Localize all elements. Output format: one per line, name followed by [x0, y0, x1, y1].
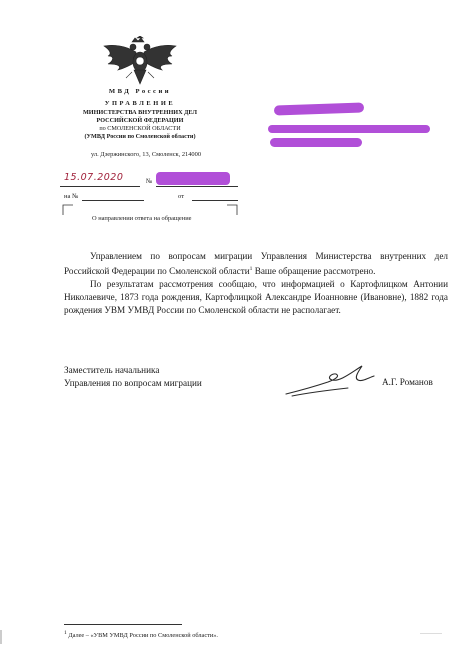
body-paragraph-1-tail: Ваше обращение рассмотрено. [252, 266, 376, 277]
body-paragraph-2: По результатам рассмотрения сообщаю, что информацией о Картофлицком Антонии Николаевиче, 1873 года рождения, Картофлицкой Александре Иоанновне (Ивановне), 1882 года рождения УВМ УМВД России по Смоленской области не располагает. [64, 279, 448, 316]
number-underline [156, 186, 238, 187]
registration-date: 15.07.2020 [64, 172, 124, 183]
header-upravlenie: УПРАВЛЕНИЕ [104, 100, 176, 107]
double-headed-eagle-emblem-icon [102, 36, 178, 88]
header-line-3: по СМОЛЕНСКОЙ ОБЛАСТИ [99, 125, 181, 132]
reference-number-label: на № [64, 193, 79, 200]
redacted-registration-number [156, 172, 230, 185]
footnote [64, 630, 218, 639]
header-line-4: (УМВД России по Смоленской области) [84, 133, 196, 140]
page-edge-mark [0, 630, 2, 644]
body-paragraph-1-text: Управлением по вопросам миграции Управления Министерства внутренних дел Российской Федерации по Смоленской области [64, 251, 448, 277]
redacted-addressee-line-1 [274, 102, 364, 115]
header-address: ул. Дзержинского, 13, Смоленск, 214000 [90, 151, 202, 158]
body-paragraph-1 [64, 250, 448, 278]
reference-number-underline [82, 200, 144, 201]
signatory-position-2: Управления по вопросам миграции [64, 378, 202, 388]
signatory-position-1: Заместитель начальника [64, 365, 160, 375]
reference-date-label: от [178, 193, 185, 200]
footnote-reference: 1 [249, 266, 253, 272]
redacted-addressee-line-3 [270, 138, 362, 147]
header-line-2: РОССИЙСКОЙ ФЕДЕРАЦИИ [96, 117, 184, 124]
address-bracket-left [62, 204, 74, 216]
page-edge-line [420, 633, 442, 634]
header-line-1: МИНИСТЕРСТВА ВНУТРЕННИХ ДЕЛ [82, 109, 198, 116]
signatory-name: А.Г. Романов [382, 377, 433, 387]
date-underline [60, 186, 140, 187]
footnote-mark: 1 [64, 630, 67, 636]
redacted-addressee-line-2 [268, 125, 430, 133]
handwritten-signature [282, 360, 378, 398]
address-bracket-right [226, 204, 238, 216]
reference-date-underline [192, 200, 238, 201]
letter-body [64, 250, 448, 317]
header-mvd: МВД России [108, 88, 172, 95]
footnote-separator [64, 624, 182, 625]
footnote-text: Далее – «УВМ УМВД России по Смоленской области». [66, 632, 218, 640]
letter-subject: О направлении ответа на обращение [92, 215, 192, 222]
number-sign: № [146, 178, 153, 185]
